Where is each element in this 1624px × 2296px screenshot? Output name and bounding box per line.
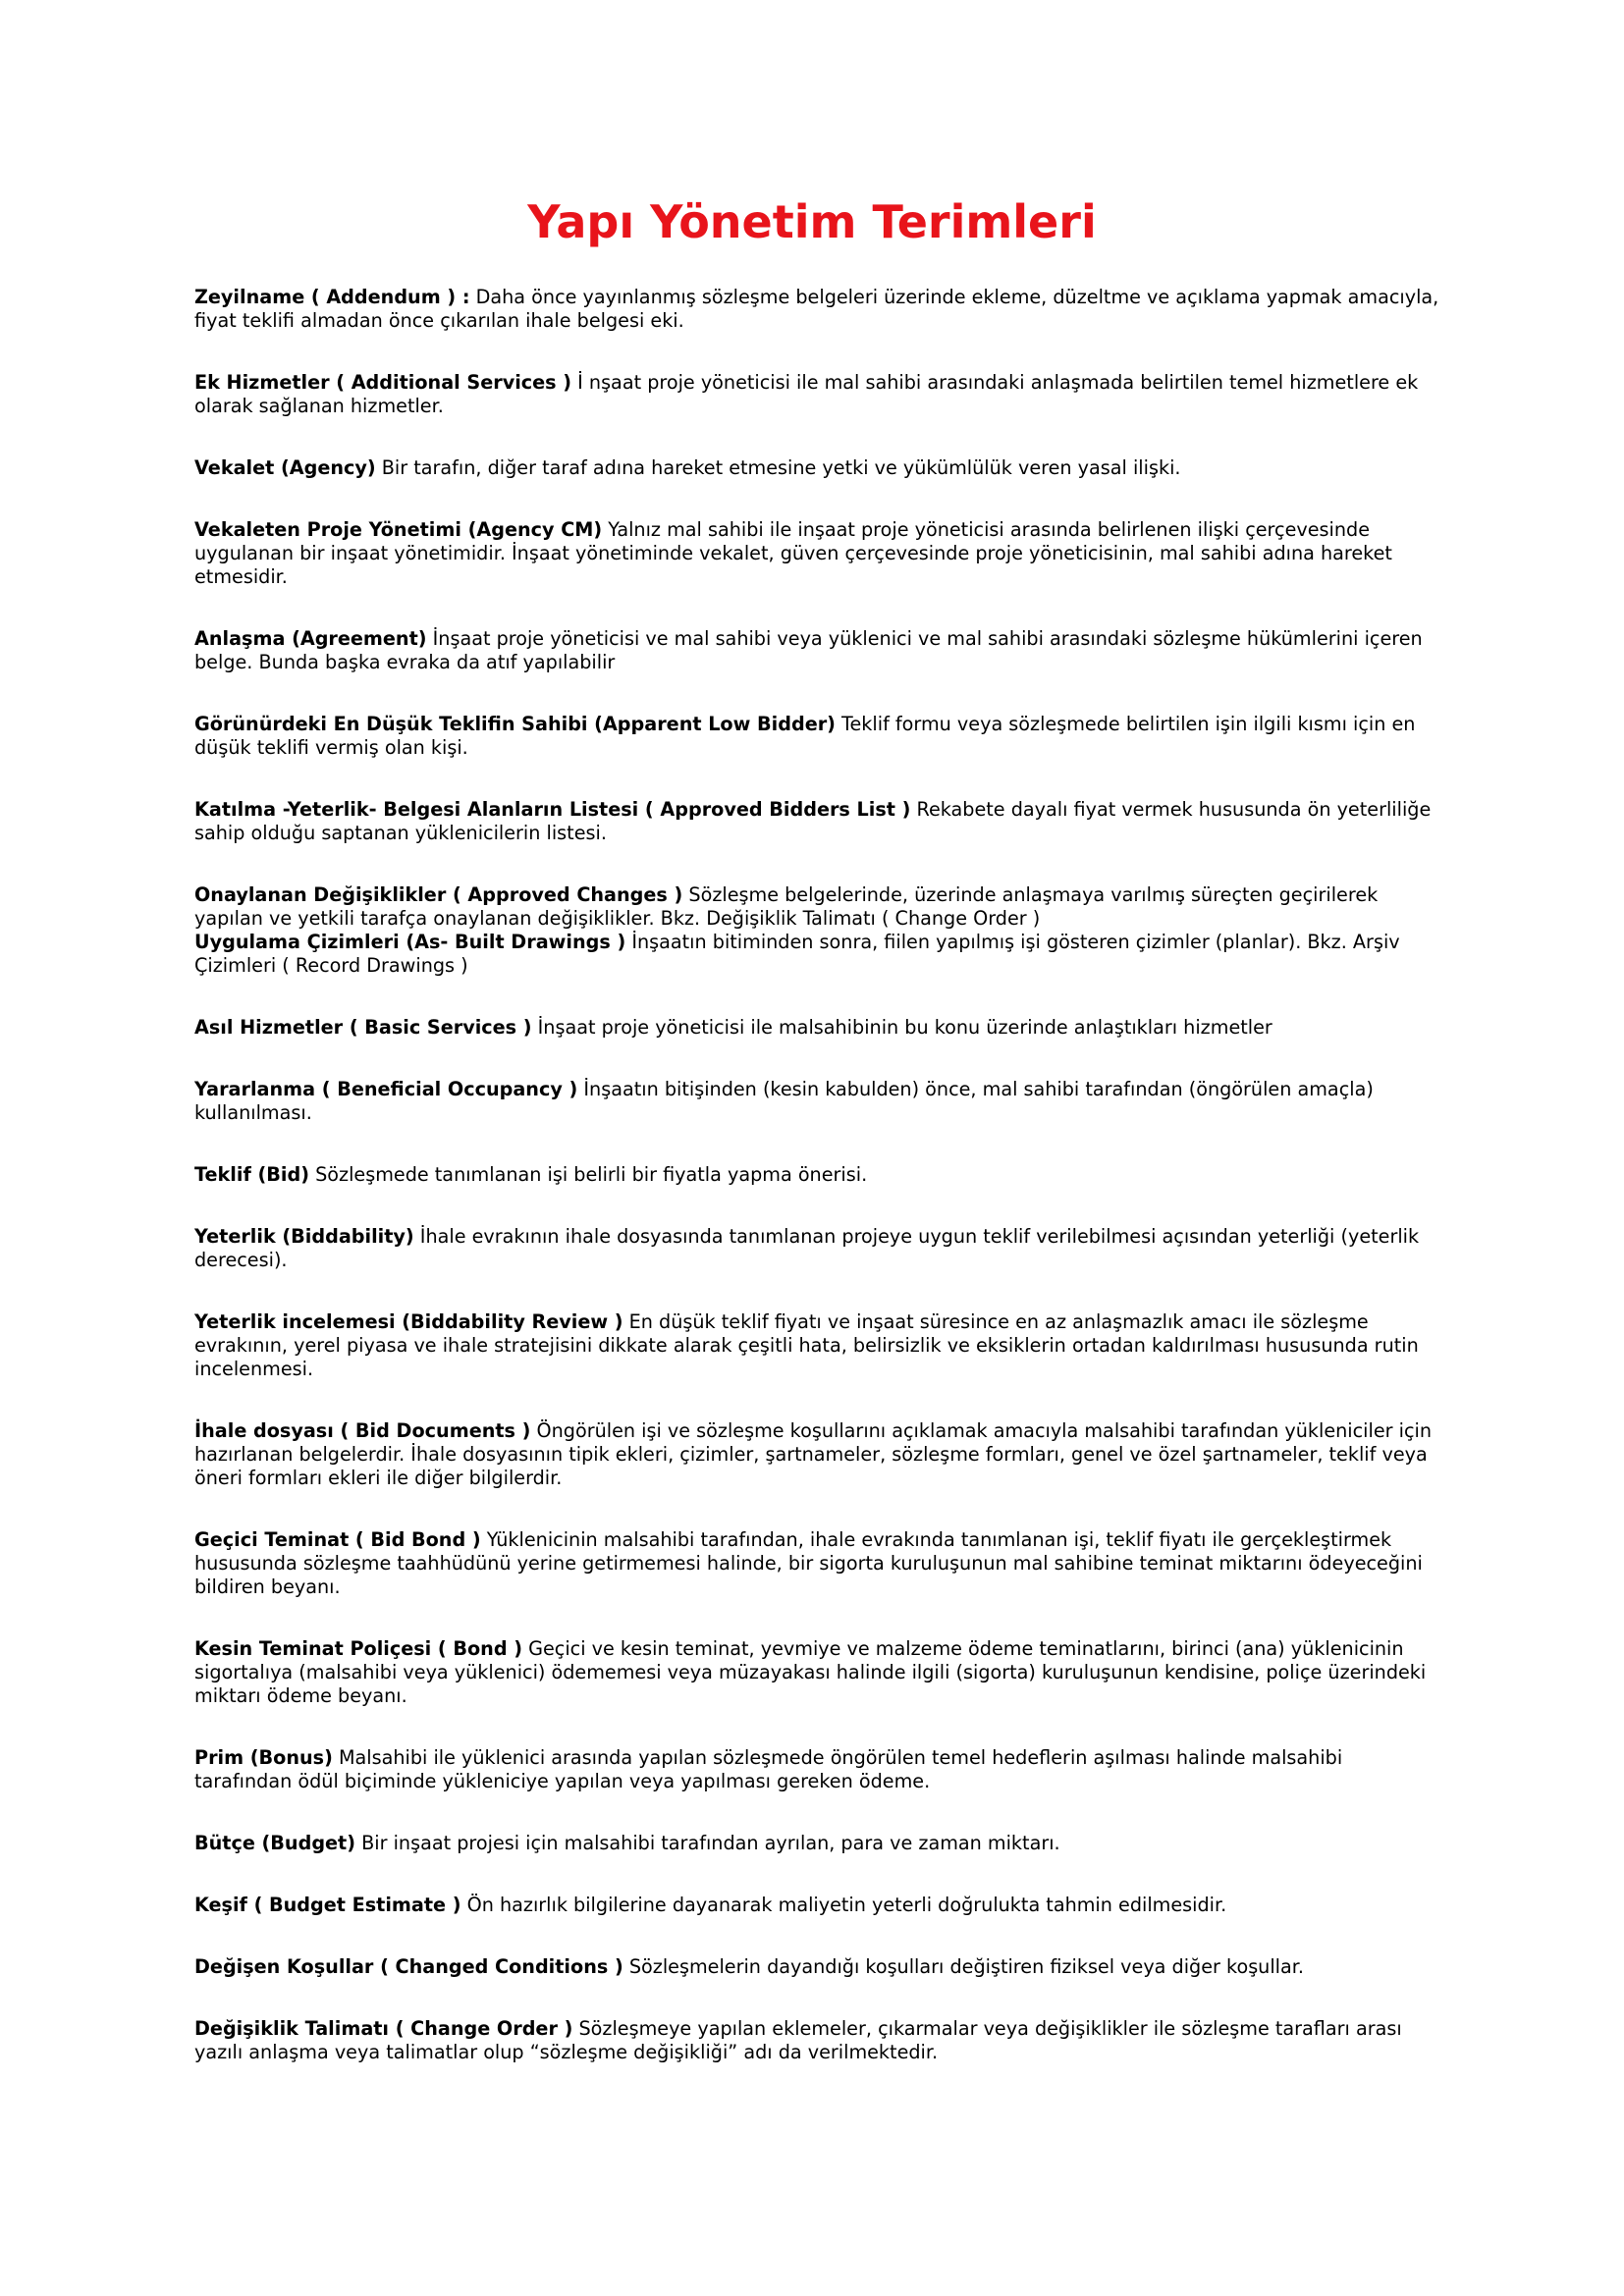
glossary-entry — [194, 371, 1441, 418]
glossary-definition: Teklif formu veya sözleşmede belirtilen işin ilgili kısmı için en düşük teklifi vermiş olan kişi. — [194, 713, 1416, 759]
glossary-definition: Sözleşmede tanımlanan işi belirli bir fiyatla yapma önerisi. — [308, 1163, 868, 1186]
glossary-term: Kesin Teminat Poliçesi ( Bond ) — [194, 1637, 523, 1660]
glossary-definition: Daha önce yayınlanmış sözleşme belgeleri üzerinde ekleme, düzeltme ve açıklama yapmak amacıyla, fiyat teklifi almadan önce çıkarılan ihale belgesi eki. — [194, 286, 1439, 332]
glossary-entry — [194, 1163, 1441, 1187]
glossary-term: Geçici Teminat ( Bid Bond ) — [194, 1528, 481, 1551]
glossary-definition: En düşük teklif fiyatı ve inşaat süresince en az anlaşmazlık amacı ile sözleşme evrakının, yerel piyasa ve ihale stratejisini dikkate alarak çeşitli hata, belirsizlik ve eksiklerin ortadan kaldırılması hususunda rutin incelenmesi. — [194, 1310, 1419, 1380]
glossary-entry — [194, 1894, 1441, 1917]
glossary-term: Değişiklik Talimatı ( Change Order ) — [194, 2017, 573, 2040]
glossary-definition: Ön hazırlık bilgilerine dayanarak maliyetin yeterli doğrulukta tahmin edilmesidir. — [460, 1894, 1227, 1916]
glossary-definition: İnşaat proje yöneticisi ile malsahibinin bu konu üzerinde anlaştıkları hizmetler — [531, 1016, 1272, 1039]
glossary-entry — [194, 713, 1441, 760]
glossary-entry — [194, 456, 1441, 480]
glossary-entry — [194, 2017, 1441, 2064]
glossary-term: Yeterlik (Biddability) — [194, 1225, 414, 1248]
glossary-entry — [194, 1637, 1441, 1708]
glossary-term: Keşif ( Budget Estimate ) — [194, 1894, 461, 1916]
glossary-term: Vekaleten Proje Yönetimi (Agency CM) — [194, 518, 603, 541]
glossary-definition: Sözleşme belgelerinde, üzerinde anlaşmaya varılmış süreçten geçirilerek yapılan ve yetkili tarafça onaylanan değişiklikler. Bkz. Değişiklik Talimatı ( Change Order ) — [194, 883, 1379, 930]
glossary-definition: Malsahibi ile yüklenici arasında yapılan sözleşmede öngörülen temel hedeflerin aşılması halinde malsahibi tarafından ödül biçiminde yükleniciye yapılan veya yapılması gereken ödeme. — [194, 1746, 1343, 1792]
glossary-entry — [194, 883, 1441, 931]
glossary-definition: Sözleşmeye yapılan eklemeler, çıkarmalar veya değişiklikler ile sözleşme tarafları arası yazılı anlaşma veya talimatlar olup “sözleşme değişikliği” adı da verilmektedir. — [194, 2017, 1402, 2063]
glossary-term: Uygulama Çizimleri (As- Built Drawings ) — [194, 931, 626, 953]
glossary-entry — [194, 1419, 1441, 1490]
glossary-entry — [194, 1016, 1441, 1040]
glossary-entry — [194, 1746, 1441, 1793]
glossary-entry — [194, 286, 1441, 333]
glossary-entry — [194, 1832, 1441, 1855]
glossary-term: Asıl Hizmetler ( Basic Services ) — [194, 1016, 532, 1039]
glossary-definition: Rekabete dayalı fiyat vermek hususunda ön yeterliliğe sahip olduğu saptanan yüklenicilerin listesi. — [194, 798, 1432, 844]
glossary-entry — [194, 1955, 1441, 1979]
glossary-entry — [194, 798, 1441, 845]
glossary-entry — [194, 1225, 1441, 1272]
glossary-term: İhale dosyası ( Bid Documents ) — [194, 1419, 531, 1442]
glossary-term: Anlaşma (Agreement) — [194, 627, 427, 650]
glossary-term: Teklif (Bid) — [194, 1163, 309, 1186]
glossary-definition: İhale evrakının ihale dosyasında tanımlanan projeye uygun teklif verilebilmesi açısından yeterliği (yeterlik derecesi). — [194, 1225, 1420, 1271]
glossary-entry — [194, 1310, 1441, 1381]
glossary-definition: Bir inşaat projesi için malsahibi tarafından ayrılan, para ve zaman miktarı. — [355, 1832, 1060, 1854]
glossary-definition: Sözleşmelerin dayandığı koşulları değiştiren fiziksel veya diğer koşullar. — [623, 1955, 1304, 1978]
glossary-term: Vekalet (Agency) — [194, 456, 376, 479]
glossary-definition: Öngörülen işi ve sözleşme koşullarını açıklamak amacıyla malsahibi tarafından yükleniciler için hazırlanan belgelerdir. İhale dosyasının tipik ekleri, çizimler, şartnameler, sözleşme formları, genel ve özel şartnameler, teklif veya öneri formları ekleri ile diğer bilgilerdir. — [194, 1419, 1433, 1489]
glossary-term: Zeyilname ( Addendum ) : — [194, 286, 470, 308]
glossary-term: Katılma -Yeterlik- Belgesi Alanların Listesi ( Approved Bidders List ) — [194, 798, 911, 821]
glossary-definition: İnşaat proje yöneticisi ve mal sahibi veya yüklenici ve mal sahibi arasındaki sözleşme hükümlerini içeren belge. Bunda başka evraka da atıf yapılabilir — [194, 627, 1423, 673]
glossary-entry — [194, 1528, 1441, 1599]
glossary-definition: Geçici ve kesin teminat, yevmiye ve malzeme ödeme teminatlarını, birinci (ana) yüklenicinin sigortalıya (malsahibi veya yüklenici) ödememesi veya müzayakası halinde ilgili (sigorta) kuruluşunun kendisine, poliçe üzerindeki miktarı ödeme beyanı. — [194, 1637, 1427, 1707]
glossary-definition: Yalnız mal sahibi ile inşaat proje yöneticisi arasında belirlenen ilişki çerçevesinde uygulanan bir inşaat yönetimidir. İnşaat yönetiminde vekalet, güven çerçevesinde proje yöneticisinin, mal sahibi adına hareket etmesidir. — [194, 518, 1392, 588]
glossary-term: Değişen Koşullar ( Changed Conditions ) — [194, 1955, 623, 1978]
glossary-term: Görünürdeki En Düşük Teklifin Sahibi (Apparent Low Bidder) — [194, 713, 836, 735]
glossary-definition: İnşaatın bitişinden (kesin kabulden) önce, mal sahibi tarafından (öngörülen amaçla) kullanılması. — [194, 1078, 1374, 1124]
glossary-term: Ek Hizmetler ( Additional Services ) — [194, 371, 572, 394]
glossary-definition: Bir tarafın, diğer taraf adına hareket etmesine yetki ve yükümlülük veren yasal ilişki. — [375, 456, 1181, 479]
glossary-term: Onaylanan Değişiklikler ( Approved Changes ) — [194, 883, 683, 906]
glossary-term: Yeterlik incelemesi (Biddability Review ) — [194, 1310, 623, 1333]
glossary-term: Prim (Bonus) — [194, 1746, 333, 1769]
glossary-definition: İ nşaat proje yöneticisi ile mal sahibi arasındaki anlaşmada belirtilen temel hizmetlere ek olarak sağlanan hizmetler. — [194, 371, 1419, 417]
page-title: Yapı Yönetim Terimleri — [527, 195, 1097, 248]
glossary-list — [194, 286, 1441, 2103]
glossary-entry — [194, 931, 1441, 978]
glossary-definition: Yüklenicinin malsahibi tarafından, ihale evrakında tanımlanan işi, teklif fiyatı ile gerçekleştirmek hususunda sözleşme taahhüdünü yerine getirmemesi halinde, bir sigorta kuruluşunun mal sahibine teminat miktarını ödeyeceğini bildiren beyanı. — [194, 1528, 1423, 1598]
glossary-entry — [194, 627, 1441, 674]
glossary-term: Yararlanma ( Beneficial Occupancy ) — [194, 1078, 578, 1100]
glossary-definition: İnşaatın bitiminden sonra, fiilen yapılmış işi gösteren çizimler (planlar). Bkz. Arşiv Çizimleri ( Record Drawings ) — [194, 931, 1400, 977]
glossary-entry — [194, 1078, 1441, 1125]
glossary-entry — [194, 518, 1441, 589]
glossary-term: Bütçe (Budget) — [194, 1832, 356, 1854]
